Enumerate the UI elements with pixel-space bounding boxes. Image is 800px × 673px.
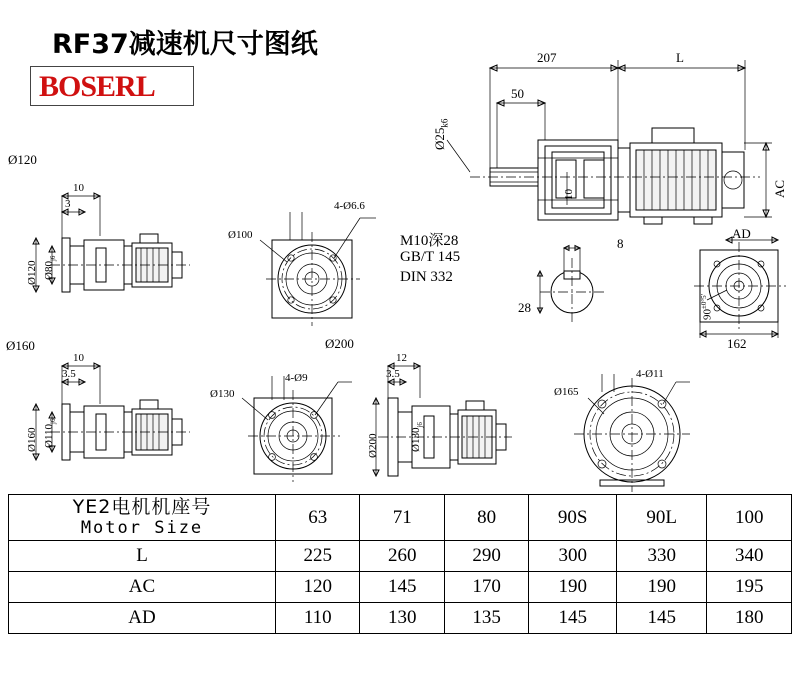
row-label-AC: AC (9, 572, 276, 603)
motor-size-header-en: Motor Size (80, 517, 204, 538)
AD-80: 135 (444, 603, 528, 634)
dia25-label: $Ø25_{k6}$ (432, 118, 450, 150)
gbt-label: GB/T 145 (400, 249, 461, 265)
dim-12c-label: 12 (396, 352, 407, 364)
dia110-vertical-label: $Ø110_{j6}$ (43, 418, 58, 448)
dia80-vertical-label: $Ø80_{j6}$ (43, 255, 58, 280)
dim-10a-label: 10 (73, 182, 84, 194)
dia130-label: Ø130 (210, 388, 235, 400)
angle-90-label: $90^{\pm 0^\circ 5'}$ (700, 294, 714, 320)
dim-10b-label: 10 (73, 352, 84, 364)
AD-90l: 145 (616, 603, 707, 634)
holes-4x11-label: 4-Ø11 (636, 368, 664, 380)
table-row (9, 572, 792, 603)
din-label: DIN 332 (400, 269, 453, 285)
L-100: 340 (707, 541, 792, 572)
AD-71: 130 (360, 603, 444, 634)
AC-80: 170 (444, 572, 528, 603)
AD-100: 180 (707, 603, 792, 634)
AC-71: 145 (360, 572, 444, 603)
dia200-outer-label: Ø200 (325, 336, 354, 351)
AC-90l: 190 (616, 572, 707, 603)
L-63: 225 (276, 541, 360, 572)
dim-3a-label: 3 (65, 198, 71, 210)
dim-35b-label: 3.5 (62, 368, 76, 380)
ac-label: AC (772, 179, 787, 198)
dim-10-vertical-label: 10 (563, 189, 575, 200)
dim-207-label: 207 (537, 50, 557, 65)
dia100-label: Ø100 (228, 229, 253, 241)
AC-63: 120 (276, 572, 360, 603)
L-80: 290 (444, 541, 528, 572)
AD-90s: 145 (529, 603, 617, 634)
AD-63: 110 (276, 603, 360, 634)
L-90l: 330 (616, 541, 707, 572)
table-row (9, 541, 792, 572)
AC-100: 195 (707, 572, 792, 603)
col-80: 80 (444, 495, 528, 541)
holes-4x66-label: 4-Ø6.6 (334, 200, 365, 212)
dimension-table (8, 494, 792, 634)
dia130-vertical-label: $Ø130_{j6}$ (410, 422, 425, 452)
dim-8-label: 8 (617, 236, 624, 251)
L-71: 260 (360, 541, 444, 572)
dim-L-label: L (676, 50, 684, 65)
dim-162-label: 162 (727, 336, 747, 351)
col-71: 71 (360, 495, 444, 541)
row-label-AD: AD (9, 603, 276, 634)
page-title: RF37减速机尺寸图纸 (52, 29, 318, 60)
m10-label: M10深28 (400, 233, 459, 249)
dim-50-label: 50 (511, 86, 524, 101)
holes-4x9-label: 4-Ø9 (285, 372, 308, 384)
col-63: 63 (276, 495, 360, 541)
col-100: 100 (707, 495, 792, 541)
logo-text: BOSERL (39, 70, 155, 103)
dia200-vertical-label: Ø200 (367, 433, 379, 458)
dia160-outer-label: Ø160 (6, 338, 35, 353)
dia120-outer-label: Ø120 (8, 152, 37, 167)
col-90l: 90L (616, 495, 707, 541)
AC-90s: 190 (529, 572, 617, 603)
motor-size-header-cn: YE2电机机座号 (72, 496, 212, 518)
dia165-label: Ø165 (554, 386, 579, 398)
L-90s: 300 (529, 541, 617, 572)
dim-28-label: 28 (518, 300, 531, 315)
ad-label: AD (732, 226, 751, 241)
motor-size-header (9, 495, 276, 541)
col-90s: 90S (529, 495, 617, 541)
row-label-L: L (9, 541, 276, 572)
dim-35c-label: 3.5 (386, 368, 400, 380)
dia160-vertical-label: Ø160 (26, 427, 38, 452)
table-row (9, 603, 792, 634)
dia120-vertical-label: Ø120 (26, 260, 38, 285)
